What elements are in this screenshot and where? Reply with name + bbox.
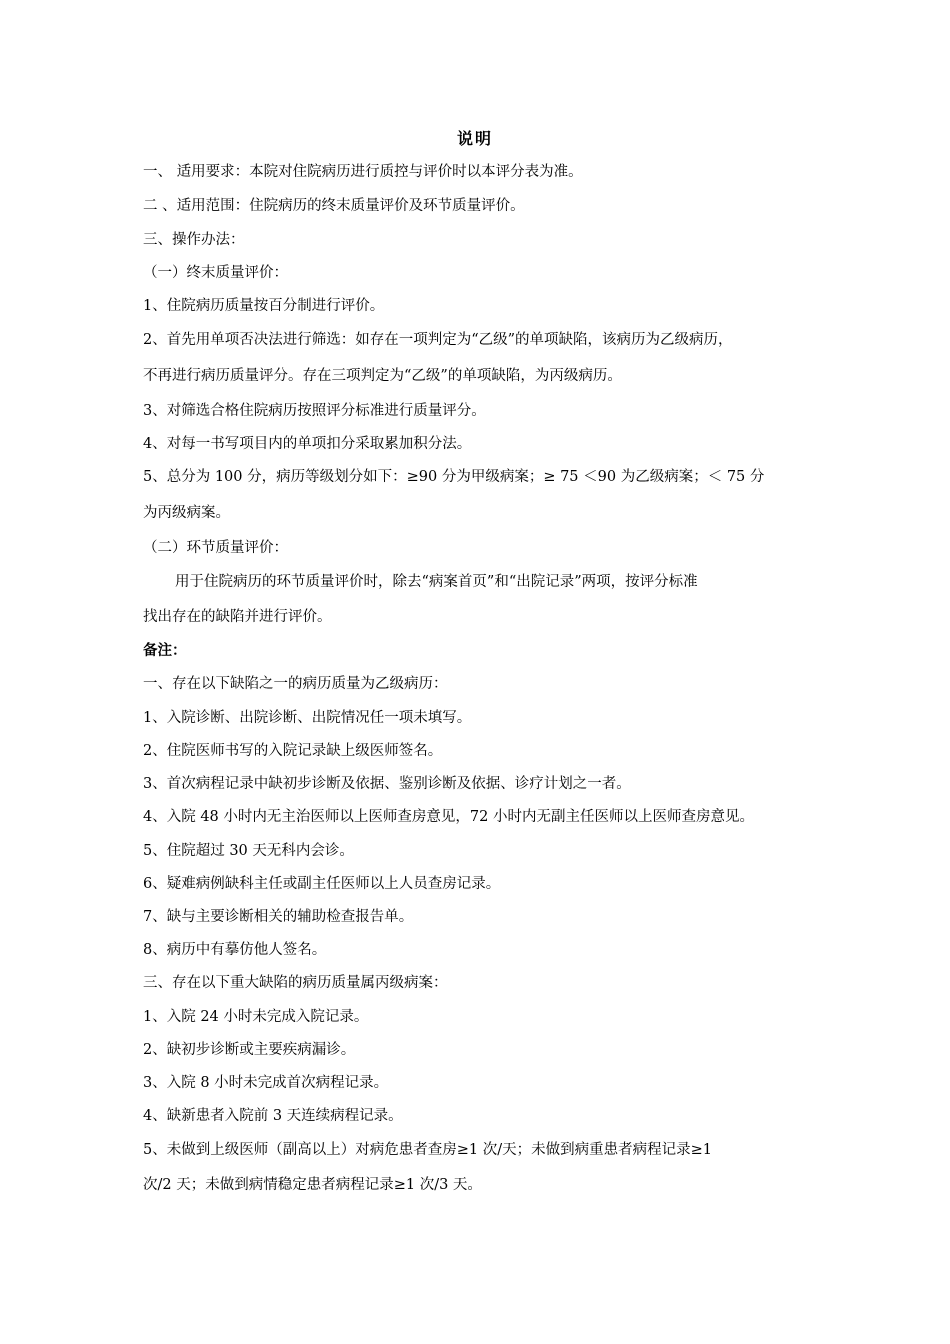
line-21: 5、住院超过 30 天无科内会诊。: [143, 843, 354, 859]
line-17: 1、入院诊断、出院诊断、出院情况任一项未填写。: [143, 710, 472, 726]
line-1: 一、 适用要求：本院对住院病历进行质控与评价时以本评分表为准。: [143, 164, 583, 180]
line-10: 5、总分为 100 分，病历等级划分如下：≥90 分为甲级病案；≥ 75 ＜90 为乙级病案；＜ 75 分: [143, 469, 765, 485]
line-11: 为丙级病案。: [143, 505, 230, 521]
line-8: 3、对筛选合格住院病历按照评分标准进行质量评分。: [143, 403, 486, 419]
line-12: （二）环节质量评价：: [143, 540, 288, 556]
line-27: 2、缺初步诊断或主要疾病漏诊。: [143, 1042, 356, 1058]
line-25: 三、存在以下重大缺陷的病历质量属丙级病案：: [143, 975, 448, 991]
line-30: 5、未做到上级医师（副高以上）对病危患者查房≥1 次/天；未做到病重患者病程记录≥1: [143, 1142, 712, 1158]
line-29: 4、缺新患者入院前 3 天连续病程记录。: [143, 1108, 403, 1124]
page-title: 说明: [456, 129, 493, 148]
line-19: 3、首次病程记录中缺初步诊断及依据、鉴别诊断及依据、诊疗计划之一者。: [143, 776, 631, 792]
line-28: 3、入院 8 小时未完成首次病程记录。: [143, 1075, 389, 1091]
line-14: 找出存在的缺陷并进行评价。: [143, 609, 332, 625]
line-18: 2、住院医师书写的入院记录缺上级医师签名。: [143, 743, 443, 759]
line-24: 8、病历中有摹仿他人签名。: [143, 942, 327, 958]
line-16: 一、存在以下缺陷之一的病历质量为乙级病历：: [143, 676, 448, 692]
line-7: 不再进行病历质量评分。存在三项判定为“乙级”的单项缺陷，为丙级病历。: [143, 368, 622, 384]
line-2: 二 、适用范围：住院病历的终末质量评价及环节质量评价。: [143, 198, 525, 214]
line-22: 6、疑难病例缺科主任或副主任医师以上人员查房记录。: [143, 876, 501, 892]
line-5: 1、住院病历质量按百分制进行评价。: [143, 298, 385, 314]
line-13: 用于住院病历的环节质量评价时，除去“病案首页”和“出院记录”两项，按评分标准: [175, 574, 698, 590]
line-23: 7、缺与主要诊断相关的辅助检查报告单。: [143, 909, 414, 925]
line-31: 次/2 天；未做到病情稳定患者病程记录≥1 次/3 天。: [143, 1177, 482, 1193]
line-20: 4、入院 48 小时内无主治医师以上医师查房意见，72 小时内无副主任医师以上医师查房意见。: [143, 809, 754, 825]
line-3: 三、操作办法：: [143, 232, 245, 248]
line-4: （一）终末质量评价：: [143, 265, 288, 281]
notes-heading: 备注：: [143, 642, 187, 659]
line-6: 2、首先用单项否决法进行筛选：如存在一项判定为“乙级”的单项缺陷，该病历为乙级病历，: [143, 332, 733, 348]
line-26: 1、入院 24 小时未完成入院记录。: [143, 1009, 369, 1025]
line-9: 4、对每一书写项目内的单项扣分采取累加积分法。: [143, 436, 472, 452]
